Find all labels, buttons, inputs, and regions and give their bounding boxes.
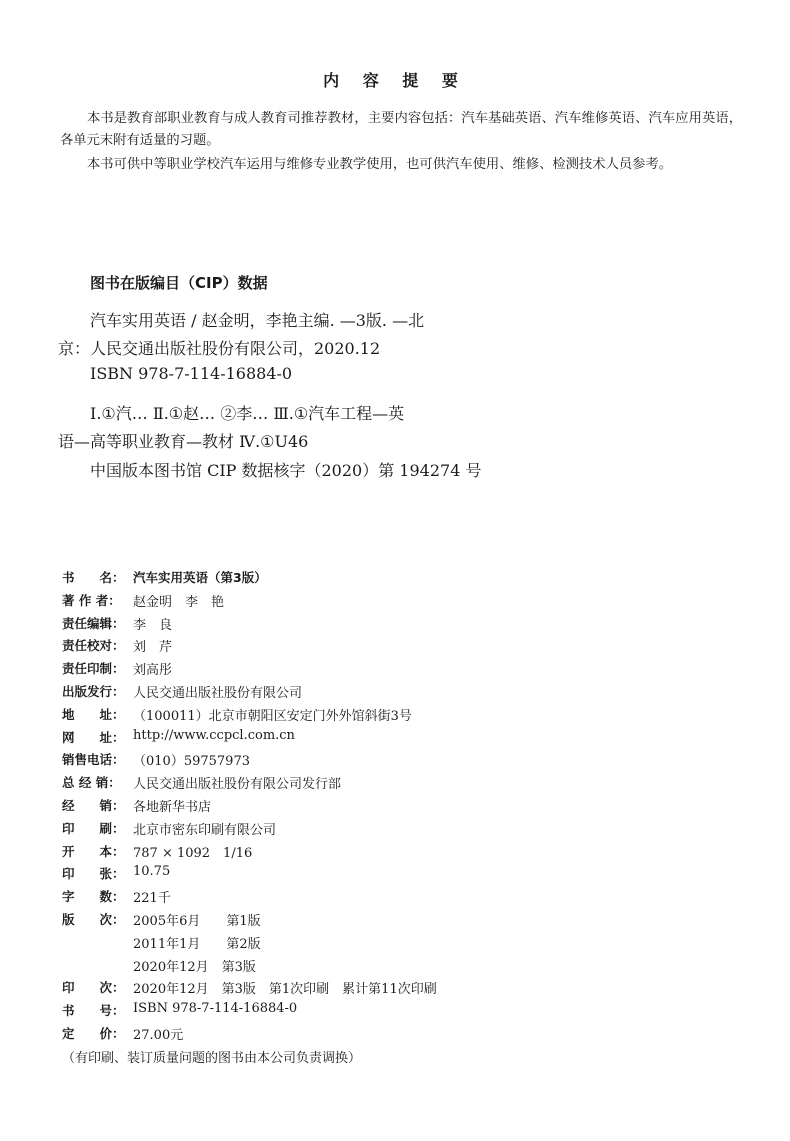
- cip-classification-line: 语—高等职业教育—教材 Ⅳ.①U46: [58, 432, 309, 451]
- summary-title: 内 容 提 要: [323, 71, 467, 90]
- colophon-value: 人民交通出版社股份有限公司发行部: [133, 777, 342, 793]
- colophon-label: 总 经 销：: [62, 775, 121, 791]
- colophon-value: 2011年1月 第2版: [133, 936, 261, 952]
- colophon-value: ISBN 978-7-114-16884-0: [133, 1001, 298, 1017]
- colophon-value: 赵金明 李 艳: [133, 594, 225, 610]
- colophon-value: 各地新华书店: [133, 799, 212, 815]
- cip-record-number: 中国版本图书馆 CIP 数据核字（2020）第 194274 号: [90, 461, 482, 480]
- colophon-label: 书 名：: [62, 570, 125, 585]
- cip-title: 图书在版编目（CIP）数据: [90, 274, 268, 292]
- colophon-label: 责任编辑：: [62, 615, 125, 631]
- colophon-value: 李 良: [133, 617, 173, 633]
- colophon-value: 787 × 1092 1/16: [133, 845, 253, 861]
- colophon-label: 字 数：: [62, 889, 125, 905]
- summary-paragraph-2: 本书可供中等职业学校汽车运用与维修专业教学使用，也可供汽车使用、维修、检测技术人员参考。: [87, 157, 673, 172]
- colophon-value: http://www.ccpcl.com.cn: [133, 727, 295, 743]
- cip-line: 汽车实用英语 / 赵金明，李艳主编. —3版. —北: [90, 311, 425, 330]
- colophon-value: （010）59757973: [133, 754, 250, 770]
- colophon-value: 北京市密东印刷有限公司: [133, 822, 277, 838]
- colophon-label: 销售电话：: [62, 752, 125, 768]
- summary-paragraph-1: 本书是教育部职业教育与成人教育司推荐教材，主要内容包括：汽车基础英语、汽车维修英语、汽车应用英语，各单元末附有适量的习题。: [60, 111, 742, 148]
- colophon-label: 经 销：: [62, 797, 125, 813]
- colophon-label: 书 号：: [62, 1003, 125, 1019]
- colophon-label: 定 价：: [62, 1025, 125, 1041]
- colophon-label: 责任印制：: [62, 661, 125, 677]
- colophon-value: 2005年6月 第1版: [133, 913, 261, 929]
- colophon-value: 2020年12月 第3版 第1次印刷 累计第11次印刷: [133, 982, 437, 998]
- colophon-label: 印 张：: [62, 866, 125, 882]
- colophon-value: 10.75: [133, 864, 171, 880]
- colophon-value: 刘高彤: [133, 663, 173, 679]
- colophon-value: 刘 芹: [133, 640, 173, 656]
- colophon-label: 地 址：: [62, 706, 125, 722]
- colophon-value: 人民交通出版社股份有限公司: [133, 685, 303, 701]
- colophon-label: 印 次：: [62, 980, 125, 996]
- colophon-label: 印 刷：: [62, 820, 125, 836]
- colophon-value: 汽车实用英语（第3版）: [133, 570, 267, 585]
- colophon-value: 27.00元: [133, 1027, 184, 1043]
- colophon-value: 2020年12月 第3版: [133, 959, 256, 975]
- colophon-note: （有印刷、装订质量问题的图书由本公司负责调换）: [62, 1050, 362, 1066]
- cip-classification-line: Ⅰ.①汽… Ⅱ.①赵… ②李… Ⅲ.①汽车工程—英: [90, 404, 405, 423]
- colophon-label: 责任校对：: [62, 638, 125, 654]
- colophon-value: 221千: [133, 891, 171, 907]
- cip-isbn-line: ISBN 978-7-114-16884-0: [90, 364, 293, 383]
- colophon-label: 版 次：: [62, 911, 125, 927]
- colophon-label: 著 作 者：: [62, 592, 121, 608]
- cip-line: 京：人民交通出版社股份有限公司，2020.12: [58, 339, 381, 358]
- colophon-value: （100011）北京市朝阳区安定门外外馆斜街3号: [133, 708, 412, 724]
- colophon-label: 出版发行：: [62, 683, 125, 699]
- colophon-label: 网 址：: [62, 729, 125, 745]
- colophon-label: 开 本：: [62, 843, 125, 859]
